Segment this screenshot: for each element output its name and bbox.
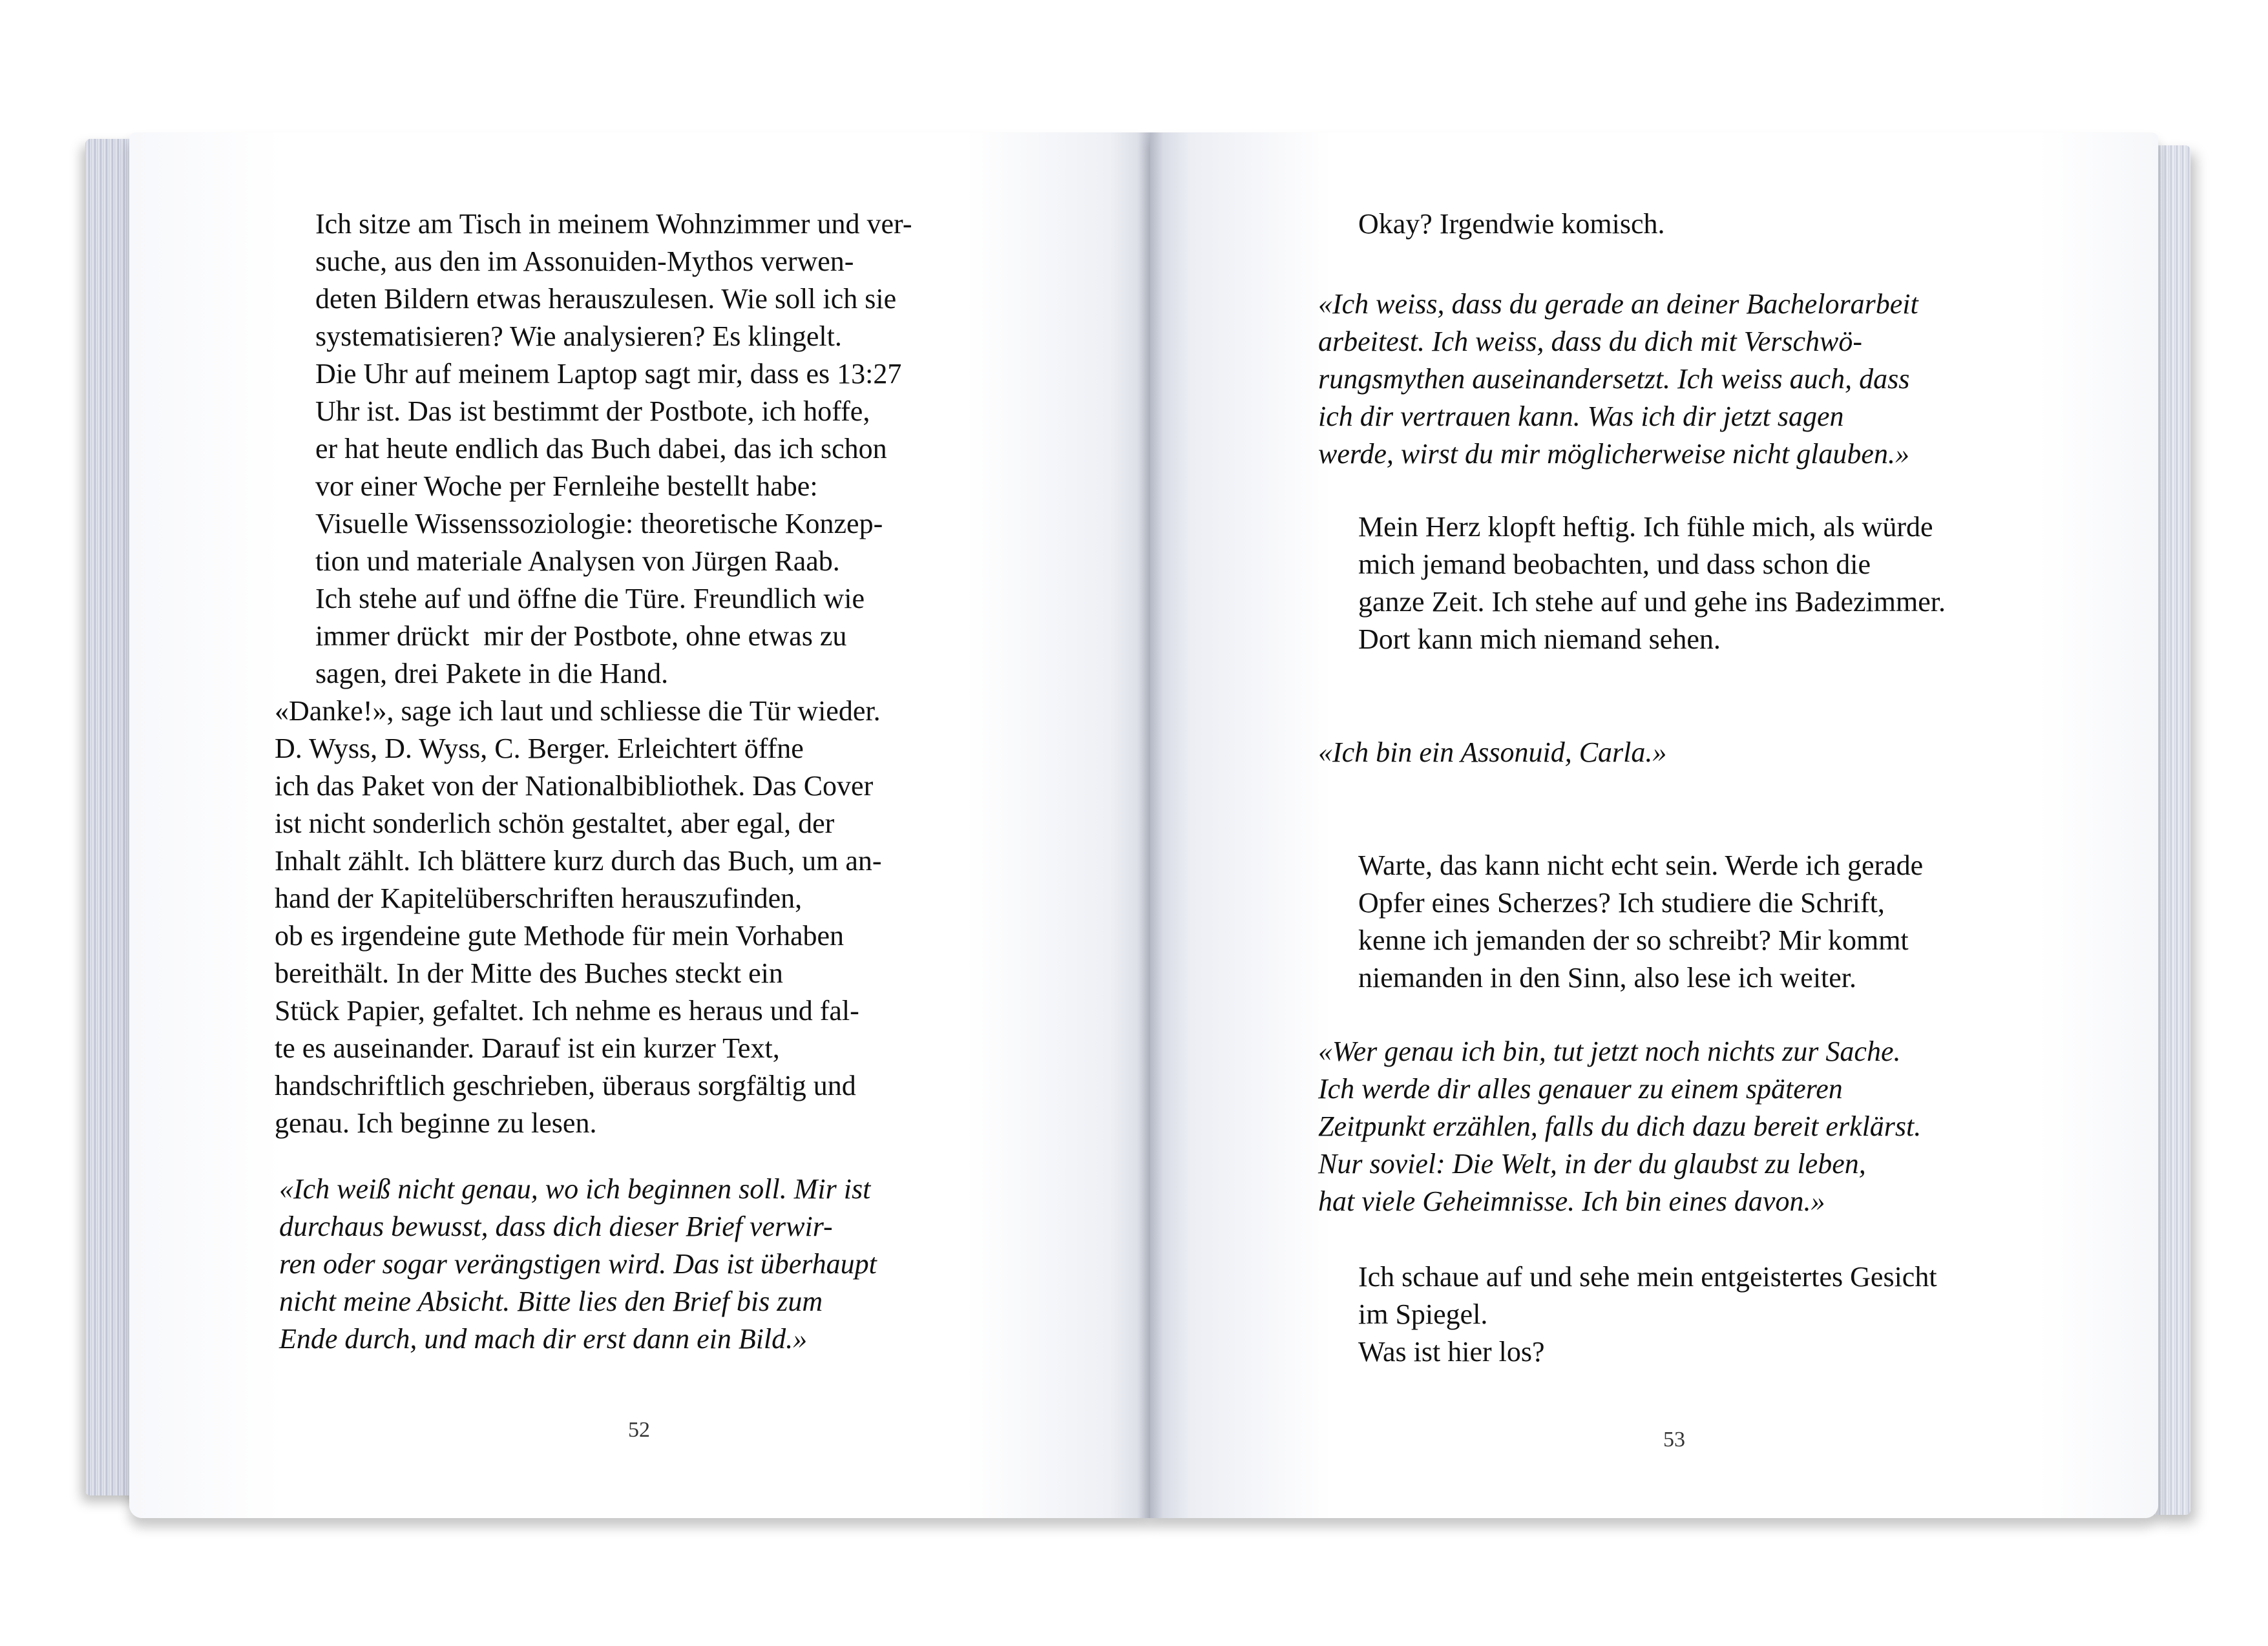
text-line: Ich stehe auf und öffne die Türe. Freundlich wie: [315, 583, 865, 614]
text-line: ren oder sogar verängstigen wird. Das ist überhaupt: [279, 1248, 877, 1280]
text-line: Ich werde dir alles genauer zu einem späteren: [1318, 1073, 1843, 1105]
text-line: durchaus bewusst, dass dich dieser Brief verwir-: [279, 1211, 833, 1242]
text-line: Ende durch, und mach dir erst dann ein Bild.»: [279, 1323, 808, 1355]
text-line: Opfer eines Scherzes? Ich studiere die Schrift,: [1358, 887, 1885, 919]
text-line: bereithält. In der Mitte des Buches steckt ein: [275, 957, 783, 989]
text-line: Dort kann mich niemand sehen.: [1358, 623, 1721, 655]
text-line: Uhr ist. Das ist bestimmt der Postbote, ich hoffe,: [315, 395, 870, 427]
text-line: vor einer Woche per Fernleihe bestellt habe:: [315, 470, 818, 502]
text-line: Ich schaue auf und sehe mein entgeistertes Gesicht: [1358, 1261, 1937, 1293]
right-paragraph-1: [1358, 205, 1665, 243]
text-line: «Wer genau ich bin, tut jetzt noch nichts zur Sache.: [1318, 1036, 1901, 1067]
text-line: Visuelle Wissenssoziologie: theoretische Konzep-: [315, 508, 883, 539]
left-letter-1: [279, 1171, 877, 1358]
text-line: im Spiegel.: [1358, 1298, 1488, 1330]
text-line: «Ich weiß nicht genau, wo ich beginnen soll. Mir ist: [279, 1173, 871, 1205]
text-line: mich jemand beobachten, und dass schon die: [1358, 548, 1871, 580]
text-line: Warte, das kann nicht echt sein. Werde ich gerade: [1358, 849, 1924, 881]
text-line: Was ist hier los?: [1358, 1336, 1545, 1368]
right-paragraph-4: [1358, 1258, 1937, 1371]
text-line: deten Bildern etwas herauszulesen. Wie soll ich sie: [315, 283, 897, 315]
book-gutter: [1137, 132, 1163, 1518]
left-paragraph-2: [275, 693, 882, 1142]
text-line: Nur soviel: Die Welt, in der du glaubst zu leben,: [1318, 1148, 1866, 1180]
text-line: D. Wyss, D. Wyss, C. Berger. Erleichtert öffne: [275, 733, 804, 764]
right-letter-3: [1318, 1033, 1921, 1220]
text-line: genau. Ich beginne zu lesen.: [275, 1107, 597, 1139]
text-line: ich das Paket von der Nationalbibliothek. Das Cover: [275, 770, 874, 802]
text-line: ist nicht sonderlich schön gestaltet, aber egal, der: [275, 807, 835, 839]
text-line: Inhalt zählt. Ich blättere kurz durch das Buch, um an-: [275, 845, 882, 877]
text-line: Okay? Irgendwie komisch.: [1358, 208, 1665, 240]
left-paragraph-1: [315, 205, 912, 693]
text-line: niemanden in den Sinn, also lese ich weiter.: [1358, 962, 1857, 994]
page-number-left: 52: [628, 1418, 650, 1442]
text-line: ob es irgendeine gute Methode für mein Vorhaben: [275, 920, 845, 952]
text-line: «Ich bin ein Assonuid, Carla.»: [1318, 736, 1667, 768]
text-line: hat viele Geheimnisse. Ich bin eines davon.»: [1318, 1185, 1825, 1217]
right-letter-2: [1318, 734, 1666, 771]
page-number-right: 53: [1663, 1428, 1685, 1452]
text-line: ich dir vertrauen kann. Was ich dir jetzt sagen: [1318, 401, 1844, 432]
text-line: arbeitest. Ich weiss, dass du dich mit Verschwö-: [1318, 326, 1863, 357]
text-line: sagen, drei Pakete in die Hand.: [315, 658, 669, 689]
right-paragraph-3: [1358, 847, 1923, 997]
text-line: ganze Zeit. Ich stehe auf und gehe ins Badezimmer.: [1358, 586, 1946, 618]
text-line: handschriftlich geschrieben, überaus sorgfältig und: [275, 1070, 856, 1101]
text-line: te es auseinander. Darauf ist ein kurzer Text,: [275, 1032, 780, 1064]
text-line: Ich sitze am Tisch in meinem Wohnzimmer und ver-: [315, 208, 912, 240]
text-line: Stück Papier, gefaltet. Ich nehme es heraus und fal-: [275, 995, 859, 1026]
text-line: systematisieren? Wie analysieren? Es klingelt.: [315, 320, 842, 352]
text-line: hand der Kapitelüberschriften herauszufinden,: [275, 882, 803, 914]
right-paragraph-2: [1358, 508, 1946, 658]
text-line: «Ich weiss, dass du gerade an deiner Bachelorarbeit: [1318, 288, 1918, 320]
text-line: tion und materiale Analysen von Jürgen Raab.: [315, 545, 840, 577]
text-line: suche, aus den im Assonuiden-Mythos verwen-: [315, 245, 854, 277]
text-line: rungsmythen auseinandersetzt. Ich weiss auch, dass: [1318, 363, 1910, 395]
text-line: er hat heute endlich das Buch dabei, das ich schon: [315, 433, 887, 464]
right-letter-1: [1318, 286, 1918, 473]
text-line: Zeitpunkt erzählen, falls du dich dazu bereit erklärst.: [1318, 1110, 1922, 1142]
text-line: Die Uhr auf meinem Laptop sagt mir, dass es 13:27: [315, 358, 902, 390]
text-line: Mein Herz klopft heftig. Ich fühle mich, als würde: [1358, 511, 1933, 543]
text-line: «Danke!», sage ich laut und schliesse die Tür wieder.: [275, 695, 881, 727]
text-line: nicht meine Absicht. Bitte lies den Brief bis zum: [279, 1286, 823, 1317]
text-line: kenne ich jemanden der so schreibt? Mir kommt: [1358, 924, 1909, 956]
text-line: werde, wirst du mir möglicherweise nicht glauben.»: [1318, 438, 1909, 470]
text-line: immer drückt mir der Postbote, ohne etwas zu: [315, 620, 847, 652]
